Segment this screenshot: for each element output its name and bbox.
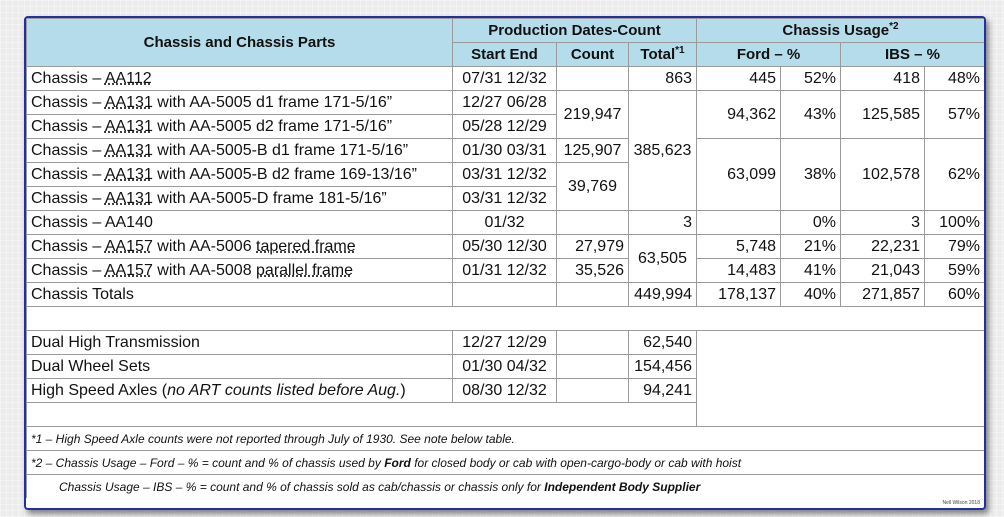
spacer-row bbox=[27, 307, 985, 331]
total-cell: 154,456 bbox=[629, 355, 697, 379]
count-cell bbox=[557, 379, 629, 403]
ibs-count-cell: 271,857 bbox=[841, 283, 925, 307]
ibs-count-cell: 125,585 bbox=[841, 91, 925, 139]
table-row bbox=[27, 235, 985, 259]
total-cell: 449,994 bbox=[629, 283, 697, 307]
row-label: Chassis – AA157 with AA-5008 parallel frame bbox=[27, 259, 453, 283]
table-row bbox=[27, 91, 985, 115]
header-total: Total$^{*1}$ bbox=[629, 43, 697, 67]
ford-count-cell: 63,099 bbox=[697, 139, 781, 211]
ford-count-cell: 5,748 bbox=[697, 235, 781, 259]
total-cell: 385,623 bbox=[629, 91, 697, 211]
ford-count-cell: 14,483 bbox=[697, 259, 781, 283]
ibs-count-cell: 102,578 bbox=[841, 139, 925, 211]
row-label: Chassis – AA131 with AA-5005-B d2 frame 169-13/16” bbox=[27, 163, 453, 187]
note-row bbox=[27, 427, 985, 451]
count-cell: 125,907 bbox=[557, 139, 629, 163]
total-cell: 863 bbox=[629, 67, 697, 91]
dates-cell: 01/31 12/32 bbox=[453, 259, 557, 283]
row-label: Chassis – AA140 bbox=[27, 211, 453, 235]
footnote-3: Chassis Usage – IBS – % = count and % of chassis sold as cab/chassis or chassis only for Independent Body Supplier bbox=[27, 475, 985, 499]
ibs-pct-cell: 57% bbox=[925, 91, 985, 139]
header-usage-group: Chassis Usage$^{*2}$ bbox=[697, 19, 985, 43]
row-label: Chassis – AA131 with AA-5005-B d1 frame 171-5/16” bbox=[27, 139, 453, 163]
ford-count-cell: 445 bbox=[697, 67, 781, 91]
ibs-pct-cell: 48% bbox=[925, 67, 985, 91]
table-row bbox=[27, 331, 985, 355]
header-ford: Ford – % bbox=[697, 43, 841, 67]
count-cell: 27,979 bbox=[557, 235, 629, 259]
ibs-count-cell: 3 bbox=[841, 211, 925, 235]
table-row bbox=[27, 211, 985, 235]
author-credit: Neil Wilson 2018 bbox=[942, 500, 980, 506]
footnote-1: *1 – High Speed Axle counts were not reported through July of 1930. See note below table. bbox=[27, 427, 985, 451]
chassis-production-table bbox=[26, 18, 985, 498]
dates-cell: 01/30 03/31 bbox=[453, 139, 557, 163]
note-row bbox=[27, 475, 985, 499]
spacer-cell bbox=[27, 307, 985, 331]
row-label: Dual High Transmission bbox=[27, 331, 453, 355]
ford-pct-cell: 21% bbox=[781, 235, 841, 259]
ibs-pct-cell: 100% bbox=[925, 211, 985, 235]
dates-cell: 05/30 12/30 bbox=[453, 235, 557, 259]
count-cell: 219,947 bbox=[557, 91, 629, 139]
dates-cell: 01/32 bbox=[453, 211, 557, 235]
count-cell bbox=[557, 331, 629, 355]
table-row bbox=[27, 67, 985, 91]
ford-count-cell: 178,137 bbox=[697, 283, 781, 307]
ibs-count-cell: 21,043 bbox=[841, 259, 925, 283]
row-label: Chassis – AA131 with AA-5005 d1 frame 171-5/16” bbox=[27, 91, 453, 115]
ford-pct-cell: 43% bbox=[781, 91, 841, 139]
row-label: High Speed Axles (no ART counts listed before Aug.) bbox=[27, 379, 453, 403]
dates-cell bbox=[453, 283, 557, 307]
count-cell bbox=[557, 283, 629, 307]
header-count: Count bbox=[557, 43, 629, 67]
row-label: Dual Wheel Sets bbox=[27, 355, 453, 379]
count-cell bbox=[557, 211, 629, 235]
dates-cell: 07/31 12/32 bbox=[453, 67, 557, 91]
ibs-count-cell: 418 bbox=[841, 67, 925, 91]
count-cell bbox=[557, 67, 629, 91]
count-cell: 39,769 bbox=[557, 163, 629, 211]
row-label: Chassis – AA131 with AA-5005 d2 frame 171-5/16” bbox=[27, 115, 453, 139]
ibs-pct-cell: 60% bbox=[925, 283, 985, 307]
ford-pct-cell: 0% bbox=[781, 211, 841, 235]
dates-cell: 08/30 12/32 bbox=[453, 379, 557, 403]
spacer-cell bbox=[27, 403, 697, 427]
ford-count-cell bbox=[697, 211, 781, 235]
row-label: Chassis Totals bbox=[27, 283, 453, 307]
header-ibs: IBS – % bbox=[841, 43, 985, 67]
ford-pct-cell: 40% bbox=[781, 283, 841, 307]
count-cell: 35,526 bbox=[557, 259, 629, 283]
row-label: Chassis – AA157 with AA-5006 tapered frame bbox=[27, 235, 453, 259]
header-row-1 bbox=[27, 19, 985, 43]
dates-cell: 12/27 12/29 bbox=[453, 331, 557, 355]
ford-count-cell: 94,362 bbox=[697, 91, 781, 139]
ford-pct-cell: 52% bbox=[781, 67, 841, 91]
count-cell bbox=[557, 355, 629, 379]
chassis-table-panel bbox=[24, 16, 986, 510]
row-label: Chassis – AA112 bbox=[27, 67, 453, 91]
dates-cell: 05/28 12/29 bbox=[453, 115, 557, 139]
total-cell: 94,241 bbox=[629, 379, 697, 403]
dates-cell: 03/31 12/32 bbox=[453, 163, 557, 187]
total-cell: 62,540 bbox=[629, 331, 697, 355]
dates-cell: 12/27 06/28 bbox=[453, 91, 557, 115]
total-cell: 63,505 bbox=[629, 235, 697, 283]
table-row bbox=[27, 139, 985, 163]
total-cell: 3 bbox=[629, 211, 697, 235]
header-start-end: Start End bbox=[453, 43, 557, 67]
note-row bbox=[27, 451, 985, 475]
row-label: Chassis – AA131 with AA-5005-D frame 181-5/16” bbox=[27, 187, 453, 211]
footnote-2: *2 – Chassis Usage – Ford – % = count and % of chassis used by Ford for closed body or cab with open-cargo-body or cab with hoist bbox=[27, 451, 985, 475]
ibs-pct-cell: 59% bbox=[925, 259, 985, 283]
ibs-count-cell: 22,231 bbox=[841, 235, 925, 259]
dates-cell: 03/31 12/32 bbox=[453, 187, 557, 211]
ibs-pct-cell: 62% bbox=[925, 139, 985, 211]
ibs-pct-cell: 79% bbox=[925, 235, 985, 259]
header-parts: Chassis and Chassis Parts bbox=[27, 19, 453, 67]
table-row bbox=[27, 259, 985, 283]
header-production-group: Production Dates-Count bbox=[453, 19, 697, 43]
ford-pct-cell: 41% bbox=[781, 259, 841, 283]
ford-pct-cell: 38% bbox=[781, 139, 841, 211]
dates-cell: 01/30 04/32 bbox=[453, 355, 557, 379]
empty-usage-cell bbox=[697, 331, 985, 427]
totals-row bbox=[27, 283, 985, 307]
